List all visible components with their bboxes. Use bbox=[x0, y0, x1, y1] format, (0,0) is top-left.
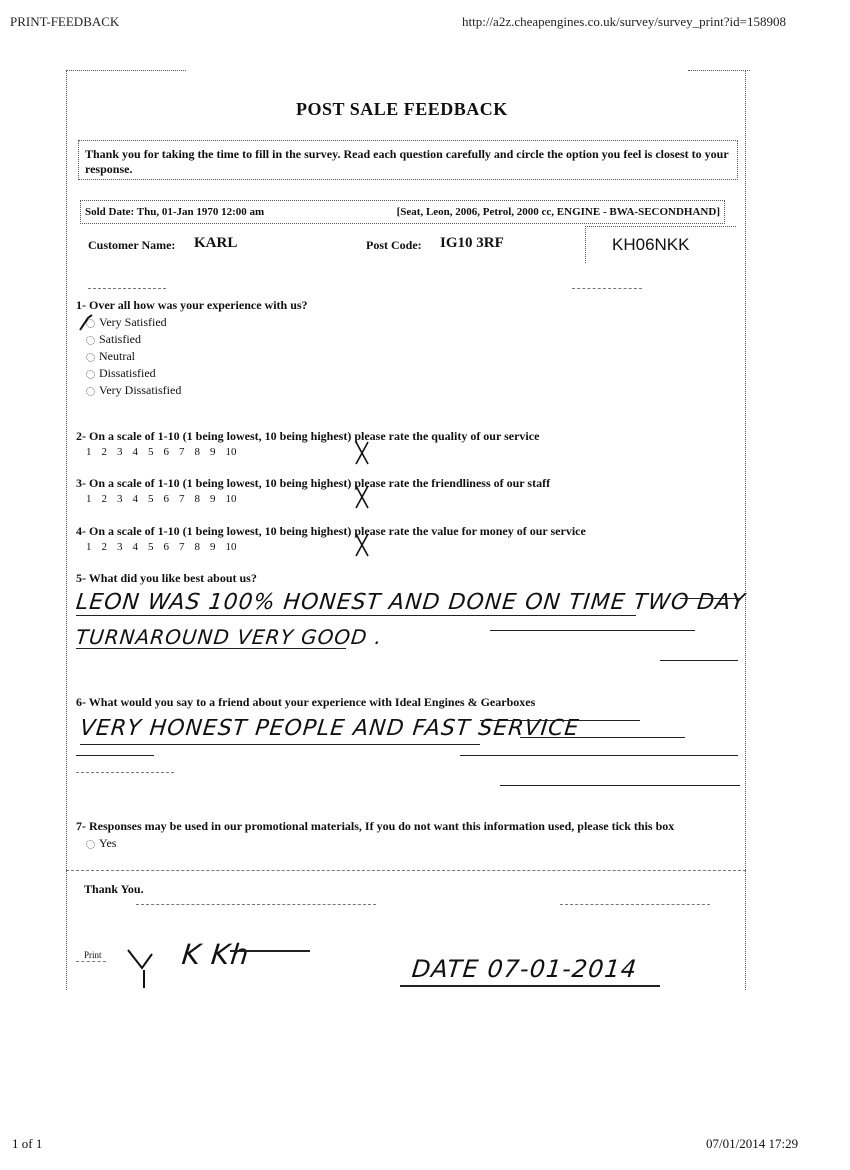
cross-mark-icon bbox=[352, 484, 372, 510]
scale-option[interactable]: 9 bbox=[210, 541, 216, 553]
customer-name-label: Customer Name: bbox=[88, 238, 176, 252]
answer-line bbox=[460, 755, 738, 756]
q1-option[interactable]: Very Dissatisfied bbox=[86, 383, 181, 398]
scale-option[interactable]: 6 bbox=[163, 493, 169, 505]
q3-question: 3- On a scale of 1-10 (1 being lowest, 10 being highest) please rate the friendliness of our staff bbox=[76, 476, 551, 490]
scale-option[interactable]: 3 bbox=[117, 446, 123, 458]
scale-option[interactable]: 4 bbox=[132, 493, 138, 505]
answer-line bbox=[680, 598, 740, 599]
intro-box bbox=[78, 140, 738, 180]
cross-mark-icon bbox=[352, 532, 372, 558]
q1-option[interactable]: Neutral bbox=[86, 349, 135, 364]
print-header-url: http://a2z.cheapengines.co.uk/survey/survey_print?id=158908 bbox=[462, 14, 786, 29]
q6-question: 6- What would you say to a friend about your experience with Ideal Engines & Gearboxes bbox=[76, 695, 536, 709]
answer-line bbox=[660, 660, 738, 661]
vehicle-info: [Seat, Leon, 2006, Petrol, 2000 cc, ENGINE - BWA-SECONDHAND] bbox=[396, 206, 720, 218]
postcode: IG10 3RF bbox=[440, 235, 504, 251]
scale-option[interactable]: 2 bbox=[101, 541, 107, 553]
print-label: Print bbox=[84, 950, 102, 960]
answer-line bbox=[500, 785, 740, 786]
divider bbox=[136, 904, 376, 905]
answer-underline bbox=[76, 648, 346, 649]
print-timestamp: 07/01/2014 17:29 bbox=[706, 1136, 799, 1151]
scale-option[interactable]: 7 bbox=[179, 541, 185, 553]
postcode-label: Post Code: bbox=[366, 238, 422, 252]
q5-question: 5- What did you like best about us? bbox=[76, 571, 257, 585]
tick-mark-icon bbox=[78, 312, 98, 334]
divider bbox=[88, 288, 166, 289]
scale-option[interactable]: 5 bbox=[148, 446, 154, 458]
answer-line bbox=[480, 720, 640, 721]
divider bbox=[560, 904, 710, 905]
divider bbox=[572, 288, 642, 289]
frame-top-left bbox=[66, 70, 186, 71]
scale-option[interactable]: 3 bbox=[117, 541, 123, 553]
checkbox-icon bbox=[86, 840, 95, 849]
answer-underline bbox=[76, 615, 636, 616]
scale-option[interactable]: 4 bbox=[132, 446, 138, 458]
frame-left bbox=[66, 70, 67, 990]
cross-mark-icon bbox=[352, 440, 372, 466]
sale-info-box bbox=[80, 200, 725, 224]
registration-box bbox=[585, 226, 736, 263]
q2-question: 2- On a scale of 1-10 (1 being lowest, 10 being highest) please rate the quality of our service bbox=[76, 429, 540, 443]
signature-stroke bbox=[230, 950, 310, 952]
scale-option[interactable]: 10 bbox=[225, 541, 237, 553]
scale-option[interactable]: 1 bbox=[86, 541, 92, 553]
q1-question: 1- Over all how was your experience with us? bbox=[76, 298, 308, 312]
scale-option[interactable]: 1 bbox=[86, 493, 92, 505]
q4-scale bbox=[86, 541, 247, 553]
q1-option[interactable]: Very Satisfied bbox=[86, 315, 167, 330]
scale-option[interactable]: 2 bbox=[101, 446, 107, 458]
scale-option[interactable]: 5 bbox=[148, 541, 154, 553]
scale-option[interactable]: 6 bbox=[163, 541, 169, 553]
scale-option[interactable]: 5 bbox=[148, 493, 154, 505]
sign-date: DATE 07-01-2014 bbox=[410, 955, 639, 983]
registration-number: KH06NKK bbox=[612, 235, 690, 254]
scale-option[interactable]: 10 bbox=[225, 493, 237, 505]
signature-tick-icon bbox=[120, 940, 170, 990]
divider bbox=[76, 961, 106, 962]
q4-question: 4- On a scale of 1-10 (1 being lowest, 10 being highest) please rate the value for money of our service bbox=[76, 524, 586, 538]
answer-underline bbox=[80, 744, 480, 745]
q2-scale bbox=[86, 446, 247, 458]
scale-option[interactable]: 4 bbox=[132, 541, 138, 553]
scale-option[interactable]: 2 bbox=[101, 493, 107, 505]
q3-scale bbox=[86, 493, 247, 505]
frame-top-right bbox=[688, 70, 750, 71]
answer-line bbox=[520, 737, 685, 738]
scale-option[interactable]: 8 bbox=[194, 446, 200, 458]
q6-answer: VERY HONEST PEOPLE AND FAST SERVICE bbox=[78, 716, 581, 741]
print-header-title: PRINT-FEEDBACK bbox=[10, 14, 120, 29]
divider bbox=[76, 772, 174, 773]
answer-line bbox=[76, 755, 154, 756]
sold-date: Sold Date: Thu, 01-Jan 1970 12:00 am bbox=[85, 206, 265, 218]
q1-option[interactable]: Dissatisfied bbox=[86, 366, 156, 381]
divider bbox=[66, 870, 746, 871]
scale-option[interactable]: 8 bbox=[194, 493, 200, 505]
radio-icon bbox=[86, 387, 95, 396]
page-count: 1 of 1 bbox=[12, 1136, 43, 1151]
page-title: POST SALE FEEDBACK bbox=[296, 99, 508, 119]
scale-option[interactable]: 3 bbox=[117, 493, 123, 505]
scale-option[interactable]: 6 bbox=[163, 446, 169, 458]
q5-answer-line-2: TURNAROUND VERY GOOD . bbox=[74, 625, 384, 649]
scale-option[interactable]: 8 bbox=[194, 541, 200, 553]
radio-icon bbox=[86, 370, 95, 379]
scale-option[interactable]: 9 bbox=[210, 493, 216, 505]
signature: K Kh bbox=[180, 938, 252, 971]
answer-line bbox=[490, 630, 695, 631]
q1-option[interactable]: Satisfied bbox=[86, 332, 141, 347]
radio-icon bbox=[86, 353, 95, 362]
customer-name: KARL bbox=[194, 235, 238, 251]
q5-answer-line-1: LEON WAS 100% HONEST AND DONE ON TIME TWO DAY bbox=[74, 590, 747, 615]
thank-you-text: Thank You. bbox=[84, 882, 144, 896]
scale-option[interactable]: 10 bbox=[225, 446, 237, 458]
intro-text: Thank you for taking the time to fill in the survey. Read each question carefully and circle the option you feel is closest to your response. bbox=[85, 147, 729, 176]
q7-question: 7- Responses may be used in our promotional materials, If you do not want this information used, please tick this box bbox=[76, 819, 675, 833]
radio-icon bbox=[86, 336, 95, 345]
q7-opt-out-checkbox[interactable]: Yes bbox=[86, 836, 116, 851]
scale-option[interactable]: 7 bbox=[179, 493, 185, 505]
frame-right bbox=[745, 70, 746, 990]
date-underline bbox=[400, 985, 660, 987]
scale-option[interactable]: 7 bbox=[179, 446, 185, 458]
scale-option[interactable]: 9 bbox=[210, 446, 216, 458]
scale-option[interactable]: 1 bbox=[86, 446, 92, 458]
